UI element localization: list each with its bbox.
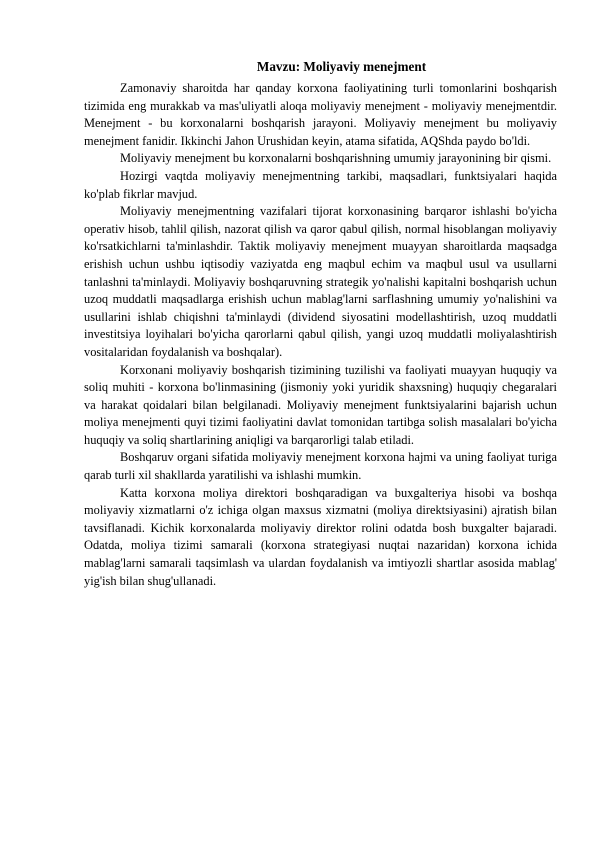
paragraph-definition: Moliyaviy menejment bu korxonalarni boshqarishning umumiy jarayonining bir qismi. — [120, 151, 552, 166]
document-page — [84, 58, 557, 590]
paragraph-structure: Korxonani moliyaviy boshqarish tizimining tuzilishi va faoliyati muayyan huquqiy va soliq muhiti - korxona bo'linmasining (jismoniy yoki yuridik shaxsning) huquqiy chegaralari va harakat qoidalari bilan belgilanadi. Moliyaviy menejment funktsiyalarini bajarish uchun moliya menejmenti quyi tizimi faoliyatini davlat tomonidan tartibga solish masalalari bo'yicha huquqiy va soliq shartlarining aniqligi va barqarorligi talab etiladi. — [84, 362, 557, 447]
paragraph-opinions: Hozirgi vaqtda moliyaviy menejmentning tarkibi, maqsadlari, funktsiyalari haqida ko'plab fikrlar mavjud. — [84, 168, 557, 201]
paragraph-tasks: Moliyaviy menejmentning vazifalari tijorat korxonasining barqaror ishlashi bo'yicha operativ hisob, tahlil qilish, nazorat qilish va qaror qabul qilish, normal hisoblangan moliyaviy ko'rsatkichlarni ta'minlashdir. Taktik moliyaviy menejment muayyan sharoitlarda maqsadga erishish uchun ushbu iqtisodiy vaziyatda eng maqbul echim va maqbul usul va usullarni tanlashni ta'minlaydi. Moliyaviy boshqaruvning strategik yo'nalishi kapitalni boshqarish uchun uzoq muddatli maqsadlarga erishish uchun mablag'larni sarflashning umumiy yo'nalishini va usullarini ishlab chiqishni ta'minlaydi (dividend siyosatini modellashtirish, uzoq muddatli investitsiya loyihalari bo'yicha qarorlarni qabul qilish, yangi uzoq muddatli moliyalashtirish vositalaridan foydalanish va boshqalar). — [84, 204, 557, 359]
paragraph-intro: Zamonaviy sharoitda har qanday korxona faoliyatining turli tomonlarini boshqarish tizimida eng murakkab va mas'uliyatli aloqa moliyaviy menejment - moliyaviy menejmentdir. Menejment - bu korxonalarni boshqarish jarayoni. Moliyaviy menejment bu moliyaviy menejment fanidir. Ikkinchi Jahon Urushidan keyin, atama sifatida, AQShda paydo bo'ldi. — [84, 81, 557, 148]
paragraph-forms: Boshqaruv organi sifatida moliyaviy menejment korxona hajmi va uning faoliyat turiga qarab turli xil shakllarda yaratilishi va ishlashi mumkin. — [84, 450, 557, 483]
document-title: Mavzu: Moliyaviy menejment — [256, 59, 427, 74]
paragraph-large-enterprise: Katta korxona moliya direktori boshqaradigan va buxgalteriya hisobi va boshqa moliyaviy xizmatlarni o'z ichiga olgan maxsus xizmatni (moliya direktsiyasini) ajratish bilan tavsiflanadi. Kichik korxonalarda moliyaviy direktor rolini odatda bosh buxgalter bajaradi. Odatda, moliya tizimi samarali (korxona strategiyasi nuqtai nazaridan) korxona ichida mablag'larni samarali taqsimlash va ulardan foydalanish va imtiyozli shartlar asosida mablag' yig'ish bilan shug'ullanadi. — [84, 485, 557, 588]
